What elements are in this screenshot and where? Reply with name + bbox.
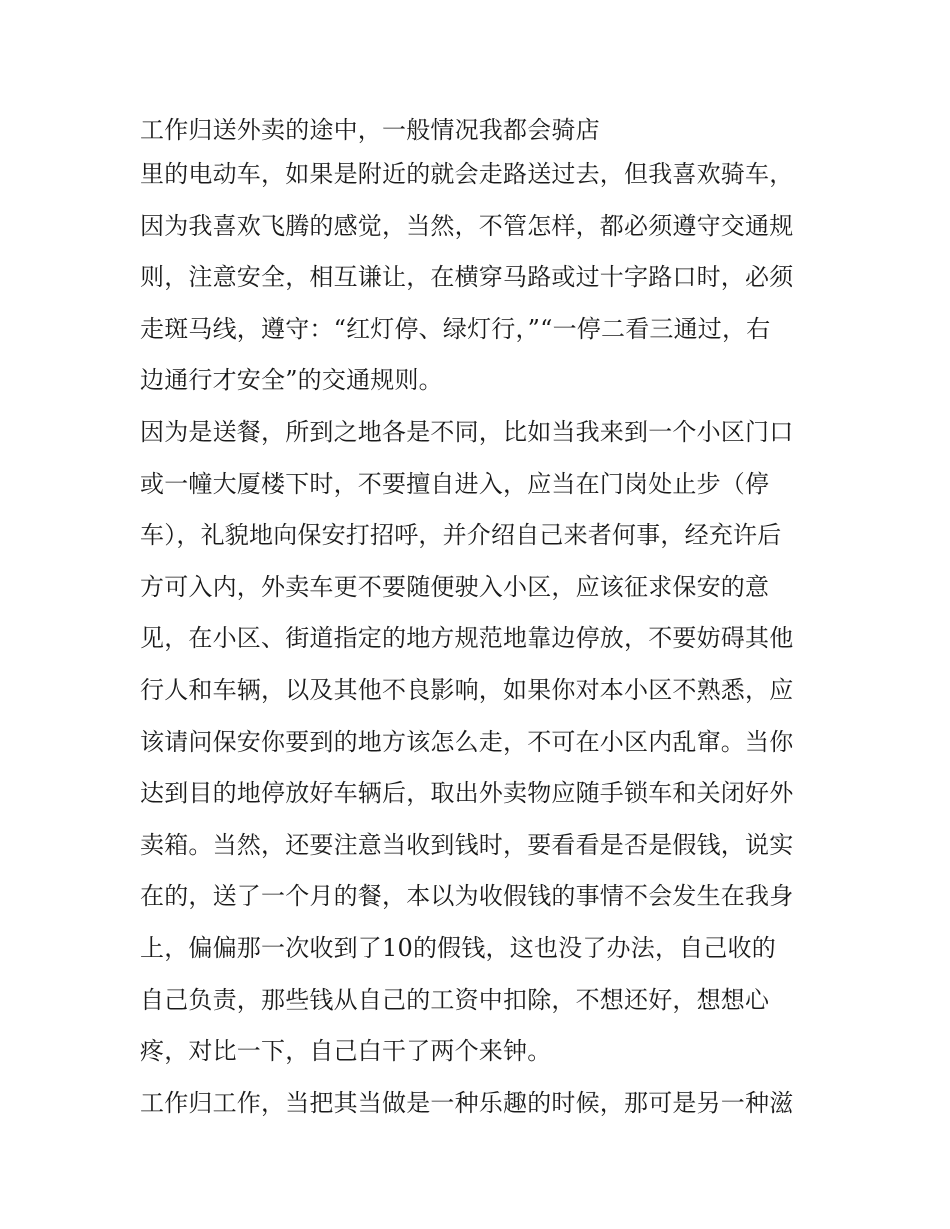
text-line: 上，偏偏那一次收到了10的假钱，这也没了办法，自己收的 — [140, 933, 776, 962]
text-line: 则，注意安全，相互谦让，在横穿马路或过十字路口时，必须 — [140, 263, 794, 292]
text-line: 车），礼貌地向保安打招呼，并介绍自己来者何事，经充许后 — [140, 521, 782, 550]
text-line: 见，在小区、街道指定的地方规范地靠边停放，不要妨碍其他 — [140, 624, 794, 653]
text-line: 因为是送餐，所到之地各是不同，比如当我来到一个小区门口 — [140, 417, 794, 446]
text-line: 走斑马线，遵守：“红灯停、绿灯行，”“一停二看三通过，右 — [140, 314, 771, 343]
text-line: 边通行才安全”的交通规则。 — [140, 366, 443, 395]
text-line: 该请问保安你要到的地方该怎么走，不可在小区内乱窜。当你 — [140, 727, 794, 756]
text-line: 方可入内，外卖车更不要随便驶入小区，应该征求保安的意 — [140, 572, 770, 601]
text-line: 或一幢大厦楼下时，不要擅自进入，应当在门岗处止步（停 — [140, 469, 770, 498]
text-line: 在的，送了一个月的餐，本以为收假钱的事情不会发生在我身 — [140, 882, 794, 911]
text-line: 疼，对比一下，自己白干了两个来钟。 — [140, 1037, 552, 1066]
text-line: 因为我喜欢飞腾的感觉，当然，不管怎样，都必须遵守交通规 — [140, 211, 794, 240]
text-line: 里的电动车，如果是附近的就会走路送过去，但我喜欢骑车， — [140, 160, 794, 188]
text-line: 自己负责，那些钱从自己的工资中扣除，不想还好，想想心 — [140, 985, 770, 1014]
body-text — [140, 113, 820, 1137]
text-line: 卖箱。当然，还要注意当收到钱时，要看看是否是假钱，说实 — [140, 830, 794, 859]
text-line: 行人和车辆，以及其他不良影响，如果你对本小区不熟悉，应 — [140, 675, 794, 704]
text-line: 达到目的地停放好车辆后，取出外卖物应随手锁车和关闭好外 — [140, 779, 794, 808]
text-line: 工作归送外卖的途中，一般情况我都会骑店 — [140, 116, 600, 144]
text-line: 工作归工作，当把其当做是一种乐趣的时候，那可是另一种滋 — [140, 1088, 794, 1117]
